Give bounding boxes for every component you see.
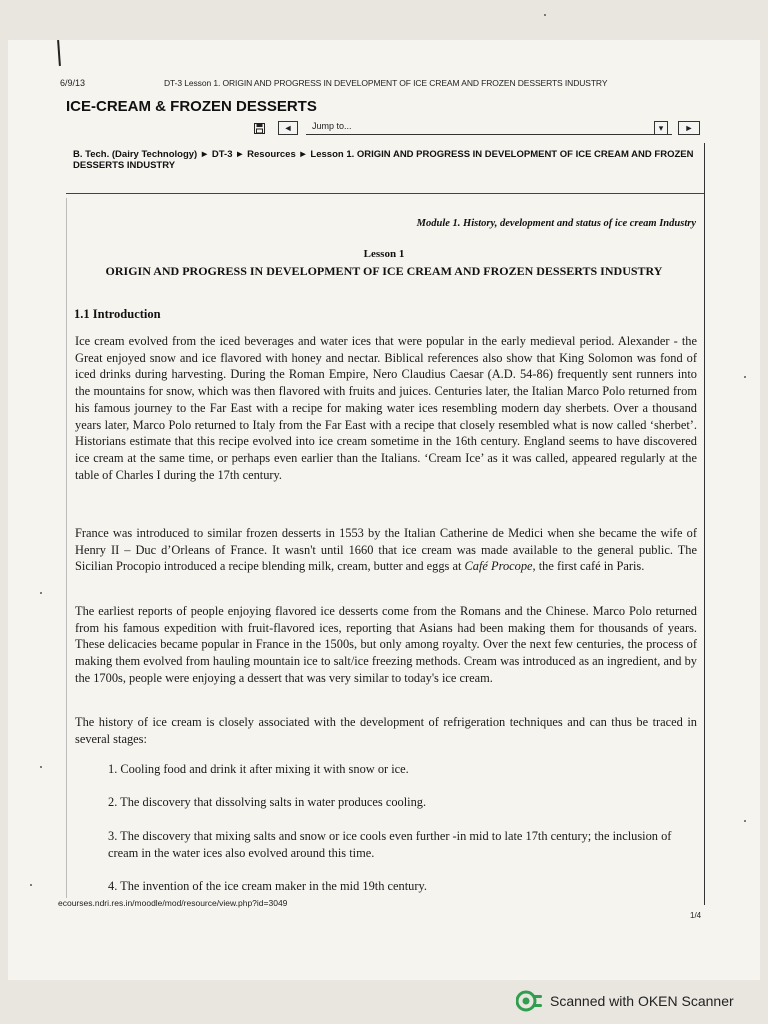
footer-page-number: 1/4 [690,911,702,920]
print-page-title: DT-3 Lesson 1. ORIGIN AND PROGRESS IN DEVELOPMENT OF ICE CREAM AND FROZEN DESSERTS INDUSTRY [164,78,608,88]
paragraph-france [75,525,697,575]
scanner-watermark [516,990,734,1012]
scanner-label: Scanned with OKEN Scanner [550,993,734,1009]
module-heading: Module 1. History, development and status of ice cream Industry [416,218,696,229]
paragraph-france-end: , the first café in Paris. [532,559,645,574]
scan-speck [30,884,32,886]
divider [66,193,704,194]
list-item: 2. The discovery that dissolving salts in water produces cooling. [108,795,427,809]
next-button[interactable]: ► [678,121,700,135]
footer-url: ecourses.ndri.res.in/moodle/mod/resource/view.php?id=3049 [58,898,288,908]
paragraph-history: The history of ice cream is closely associated with the development of refrigeration techniques and can thus be traced in several stages: [75,715,697,746]
print-date: 6/9/13 [60,78,86,88]
list-item: 4. The invention of the ice cream maker in the mid 19th century. [108,879,427,893]
site-title: ICE-CREAM & FROZEN DESSERTS [66,98,317,115]
paragraph-earliest: The earliest reports of people enjoying flavored ice desserts come from the Romans and the Chinese. Marco Polo returned from his famous expedition with fruit-flavored ices, reporting that Asians had been making them for thousands of years. These delicacies became popular in France in the 1500s, but only among royalty. Over the next few centuries, the process of making them evolved from hauling mountain ice to salt/ice freezing methods. Cream was introduced as an ingredient, and by the 1700s, people were enjoying a dessert that was very similar to today's ice cream. [75,604,697,685]
paragraph-intro: Ice cream evolved from the iced beverages and water ices that were popular in the early medieval period. Alexander - the Great enjoyed snow and ice flavored with honey and nectar. Biblical references also show that King Solomon was fond of iced drinks during harvesting. During the Roman Empire, Nero Claudius Caesar (A.D. 54-86) frequently sent runners into the mountains for snow, which was then flavored with fruits and juices. Centuries later, the Italian Marco Polo returned from his famous journey to the Far East with a recipe for making water ices resembling modern day sherbets. Over a thousand years later, Marco Polo returned to Italy from the Far East with a recipe that closely resembled what is now called ‘sherbet’. Historians estimate that this recipe evolved into ice cream sometime in the 16th century. England seems to have discovered ice cream at the same time, or perhaps even earlier than the Italians. ‘Cream Ice’ as it was called, appeared regularly at the table of Charles I during the 17th century. [75,334,697,482]
floppy-icon[interactable] [253,121,265,135]
paragraph-france-text: France was introduced to similar frozen desserts in 1553 by the Italian Catherine de Medici when she became the wife of Henry II – Duc d’Orleans of France. It wasn't until 1660 that ice cream was made available to the general public. The Sicilian Procopio introduced a recipe blending milk, cream, butter and eggs at [75,526,697,574]
section-heading: 1.1 Introduction [74,307,161,321]
list-item: 1. Cooling food and drink it after mixing it with snow or ice. [108,762,409,776]
cafe-procope: Café Procope [464,559,533,574]
jump-dropdown-button[interactable]: ▾ [654,121,668,135]
lesson-title: ORIGIN AND PROGRESS IN DEVELOPMENT OF ICE CREAM AND FROZEN DESSERTS INDUSTRY [105,264,663,278]
scan-speck [744,376,746,378]
frame-border-left [66,198,67,898]
breadcrumb[interactable]: B. Tech. (Dairy Technology) ► DT-3 ► Resources ► Lesson 1. ORIGIN AND PROGRESS IN DEVELOPMENT OF ICE CREAM AND FROZEN DESSERTS INDUSTRY [73,149,694,171]
scan-speck [40,592,42,594]
lesson-number: Lesson 1 [363,248,405,260]
list-item: 3. The discovery that mixing salts and snow or ice cools even further -in mid to late 17th century; the inclusion of cream in the water ices also evolved around this time. [108,829,672,860]
save-icon [254,123,265,134]
scan-speck [544,14,546,16]
oken-logo-icon [516,990,544,1012]
prev-button[interactable]: ◄ [278,121,298,135]
jump-to-select[interactable]: Jump to... [306,121,672,135]
scan-speck [40,766,42,768]
scan-speck [744,820,746,822]
